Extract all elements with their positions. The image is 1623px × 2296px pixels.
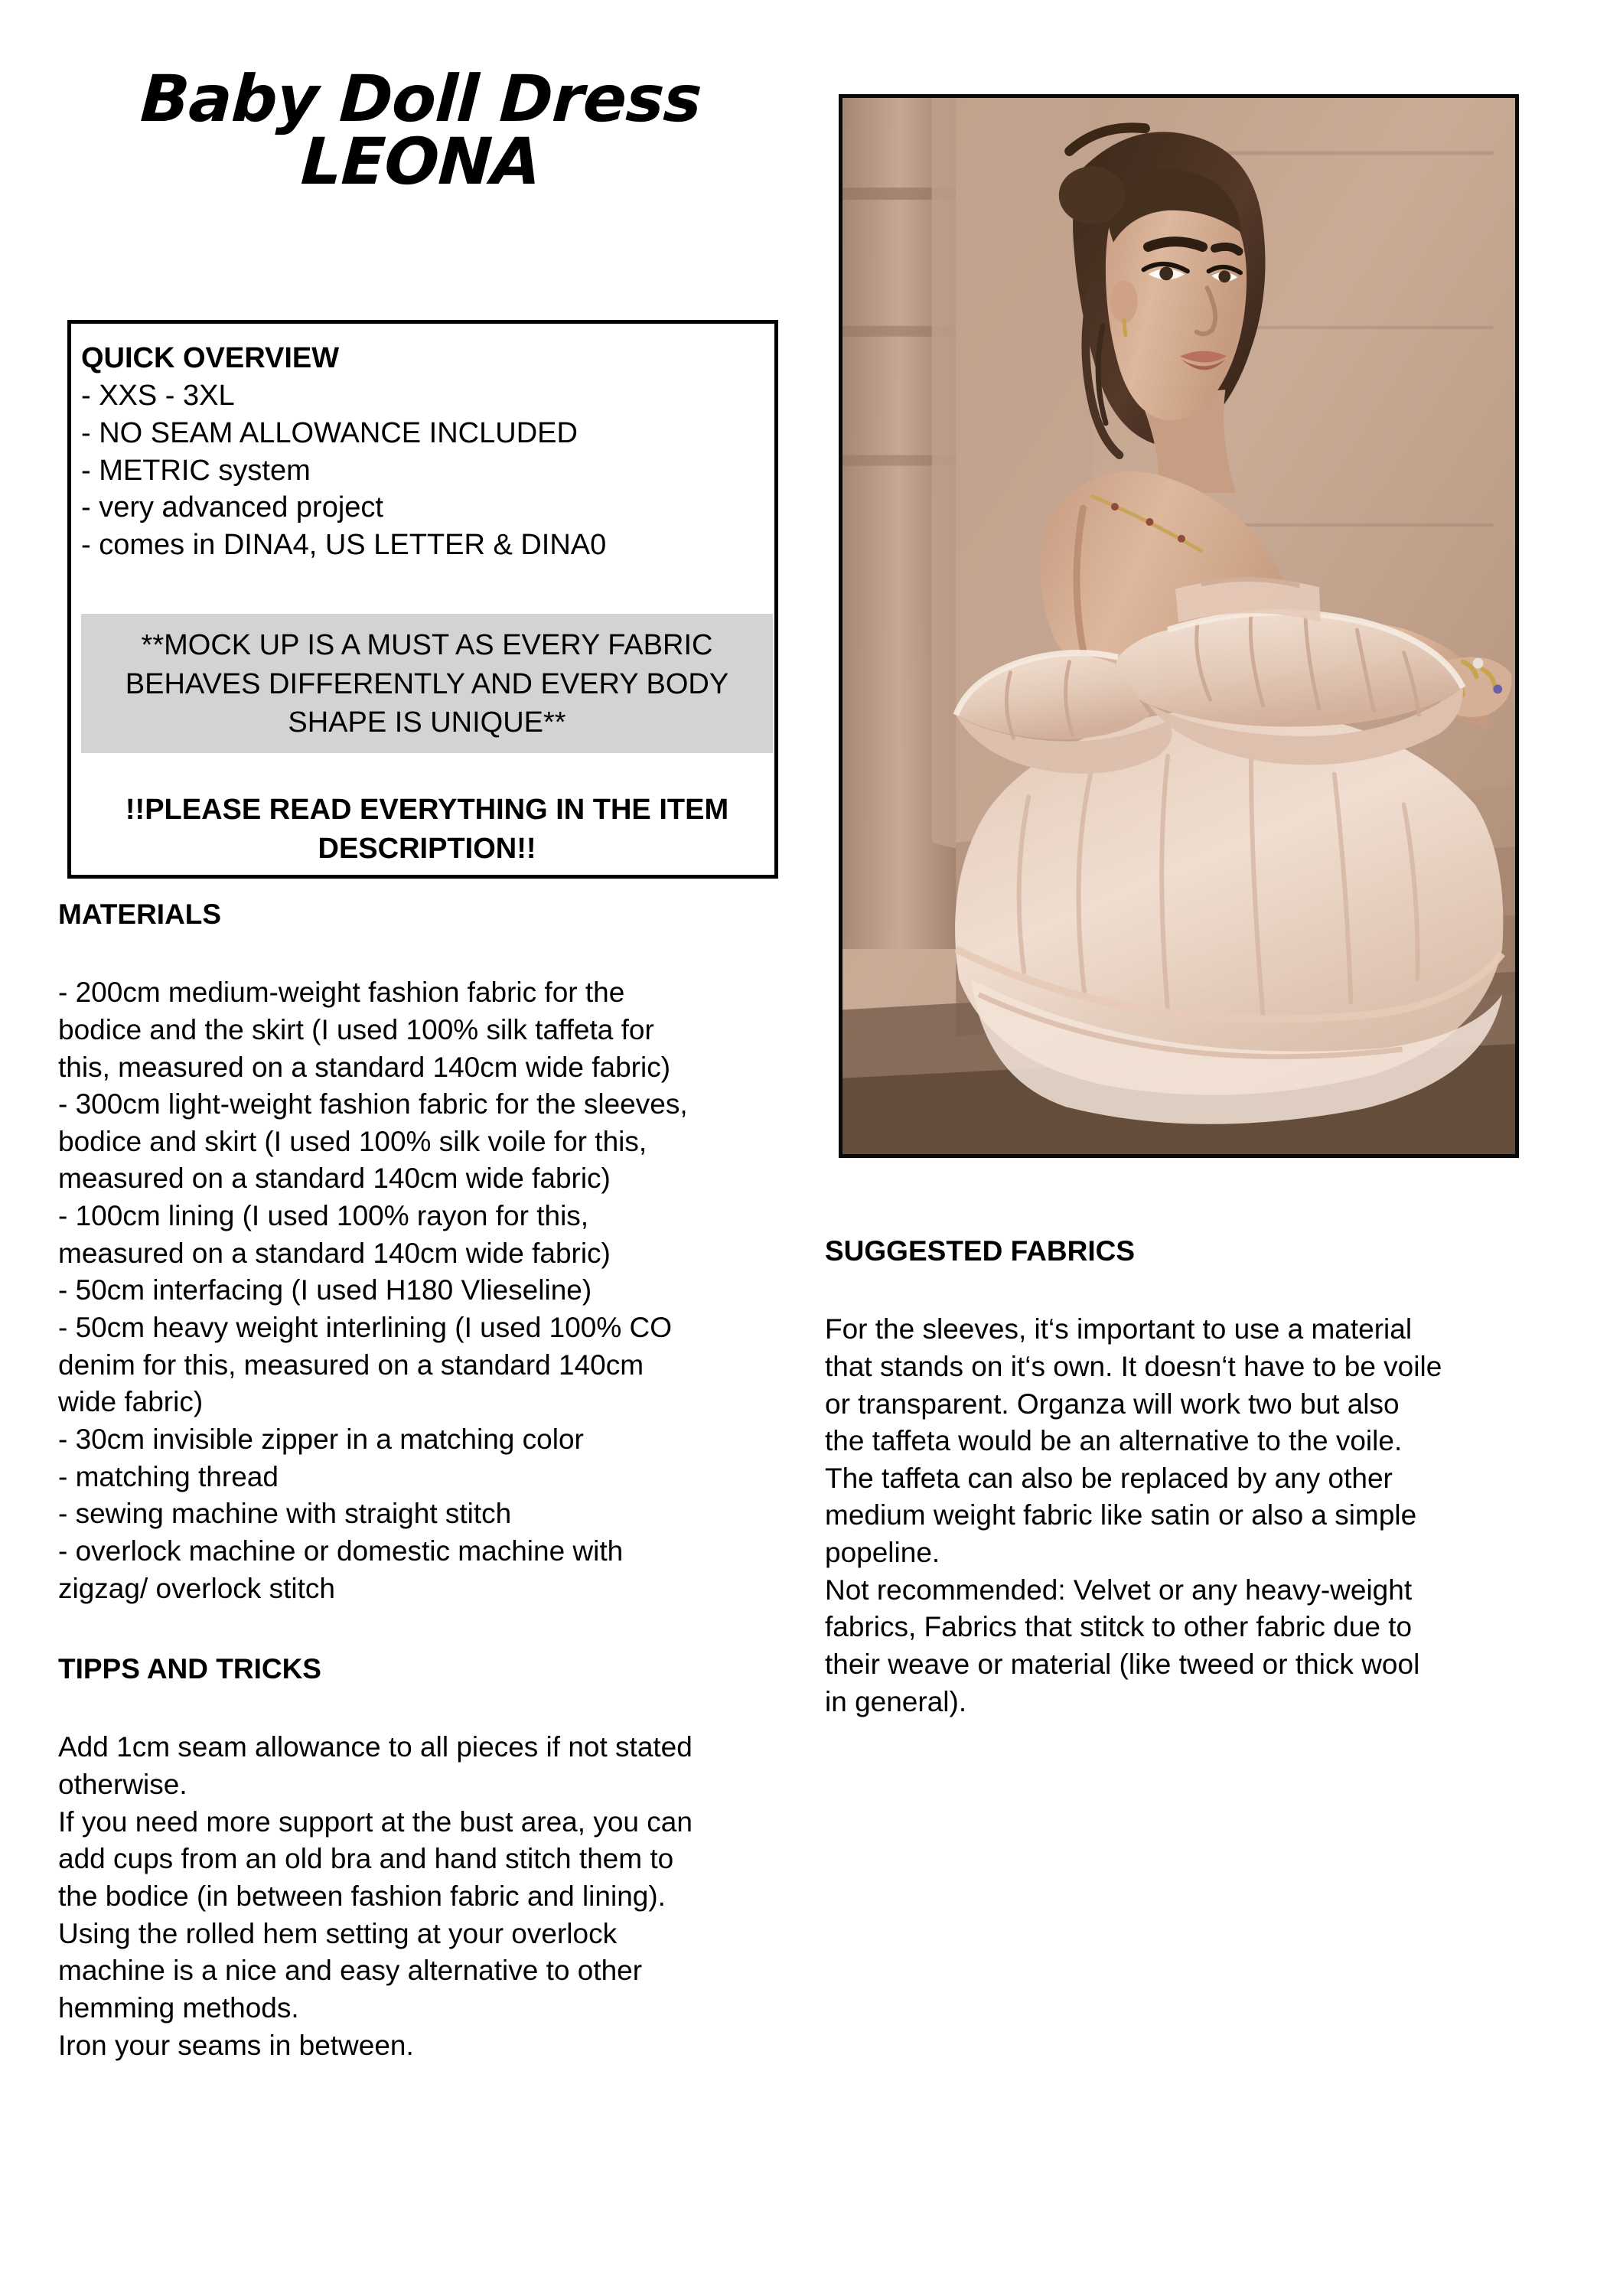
- spacer: [58, 1607, 793, 1652]
- mockup-notice: [81, 614, 773, 753]
- suggested-fabrics-line: fabrics, Fabrics that stitck to other fabric due to: [825, 1611, 1413, 1643]
- materials-line: denim for this, measured on a standard 140cm: [58, 1349, 644, 1381]
- tipps-line: machine is a nice and easy alternative to other: [58, 1955, 643, 1987]
- materials-line: wide fabric): [58, 1386, 204, 1418]
- read-notice-line-2: DESCRIPTION!!: [318, 832, 536, 865]
- mockup-notice-line-2: BEHAVES DIFFERENTLY AND EVERY BODY: [125, 667, 729, 700]
- materials-list: [58, 974, 793, 1607]
- read-notice-line-1: !!PLEASE READ EVERYTHING IN THE ITEM: [125, 794, 729, 826]
- suggested-fabrics-line: their weave or material (like tweed or thick wool: [825, 1649, 1420, 1681]
- materials-line: bodice and the skirt (I used 100% silk taffeta for: [58, 1013, 654, 1045]
- materials-line: - overlock machine or domestic machine with: [58, 1534, 624, 1567]
- tipps-line: the bodice (in between fashion fabric and lining).: [58, 1880, 666, 1912]
- quick-overview-box: [67, 320, 778, 879]
- materials-line: - 100cm lining (I used 100% rayon for this,: [58, 1200, 589, 1232]
- materials-line: - 30cm invisible zipper in a matching color: [58, 1423, 584, 1455]
- materials-heading: MATERIALS: [58, 899, 222, 930]
- materials-line: this, measured on a standard 140cm wide fabric): [58, 1051, 671, 1083]
- quick-overview-item-sizes: - XXS - 3XL: [81, 380, 235, 413]
- materials-line: - 300cm light-weight fashion fabric for the sleeves,: [58, 1088, 688, 1120]
- quick-overview-item-metric: - METRIC system: [81, 454, 311, 487]
- quick-overview-item-formats: - comes in DINA4, US LETTER & DINA0: [81, 528, 607, 561]
- spacer: [58, 932, 793, 974]
- spacer: [825, 1269, 1575, 1311]
- right-column: [825, 1234, 1575, 1720]
- tipps-and-tricks-text: [58, 1729, 793, 2064]
- quick-overview-item-seam-allowance: - NO SEAM ALLOWANCE INCLUDED: [81, 416, 578, 449]
- product-photo: [839, 94, 1519, 1158]
- materials-line: measured on a standard 140cm wide fabric): [58, 1163, 611, 1195]
- suggested-fabrics-heading: SUGGESTED FABRICS: [825, 1235, 1135, 1267]
- materials-line: zigzag/ overlock stitch: [58, 1572, 335, 1604]
- product-photo-image: [842, 98, 1515, 1154]
- materials-line: - 50cm heavy weight interlining (I used 100% CO: [58, 1312, 673, 1344]
- suggested-fabrics-line: For the sleeves, it‘s important to use a material: [825, 1313, 1413, 1345]
- tipps-line: Add 1cm seam allowance to all pieces if not stated: [58, 1731, 693, 1763]
- suggested-fabrics-line: that stands on it‘s own. It doesn‘t have to be voile: [825, 1350, 1442, 1382]
- quick-overview-heading: QUICK OVERVIEW: [81, 342, 340, 374]
- suggested-fabrics-line: Not recommended: Velvet or any heavy-weight: [825, 1574, 1413, 1606]
- suggested-fabrics-line: The taffeta can also be replaced by any other: [825, 1462, 1393, 1494]
- tipps-line: If you need more support at the bust area, you can: [58, 1805, 693, 1838]
- materials-line: - sewing machine with straight stitch: [58, 1498, 512, 1530]
- mockup-notice-line-1: **MOCK UP IS A MUST AS EVERY FABRIC: [141, 629, 713, 661]
- quick-overview-item-difficulty: - very advanced project: [81, 491, 383, 524]
- tipps-line: hemming methods.: [58, 1991, 299, 2024]
- quick-overview-content: [81, 341, 764, 563]
- tipps-line: otherwise.: [58, 1769, 187, 1801]
- tipps-line: Using the rolled hem setting at your overlock: [58, 1917, 618, 1949]
- materials-line: - 200cm medium-weight fashion fabric for the: [58, 977, 625, 1009]
- suggested-fabrics-text: [825, 1311, 1575, 1720]
- materials-line: - 50cm interfacing (I used H180 Vlieseline): [58, 1274, 592, 1306]
- tipps-line: add cups from an old bra and hand stitch them to: [58, 1843, 674, 1875]
- title-line-secondary: LEONA: [299, 124, 543, 200]
- read-description-notice: [81, 791, 773, 868]
- suggested-fabrics-line: or transparent. Organza will work two but also: [825, 1388, 1400, 1420]
- spacer: [58, 1687, 793, 1729]
- left-column: [58, 897, 793, 2064]
- suggested-fabrics-line: medium weight fabric like satin or also a simple: [825, 1499, 1417, 1531]
- materials-line: bodice and skirt (I used 100% silk voile for this,: [58, 1125, 647, 1157]
- materials-line: measured on a standard 140cm wide fabric): [58, 1237, 611, 1269]
- suggested-fabrics-line: in general).: [825, 1685, 967, 1717]
- tipps-and-tricks-heading: TIPPS AND TRICKS: [58, 1653, 321, 1685]
- suggested-fabrics-line: popeline.: [825, 1537, 940, 1569]
- mockup-notice-line-3: SHAPE IS UNIQUE**: [288, 706, 566, 739]
- suggested-fabrics-line: the taffeta would be an alternative to the voile.: [825, 1425, 1403, 1457]
- title-line-primary: Baby Doll Dress: [139, 61, 703, 136]
- materials-line: - matching thread: [58, 1460, 279, 1492]
- page-title: [54, 61, 788, 200]
- tipps-line: Iron your seams in between.: [58, 2029, 414, 2061]
